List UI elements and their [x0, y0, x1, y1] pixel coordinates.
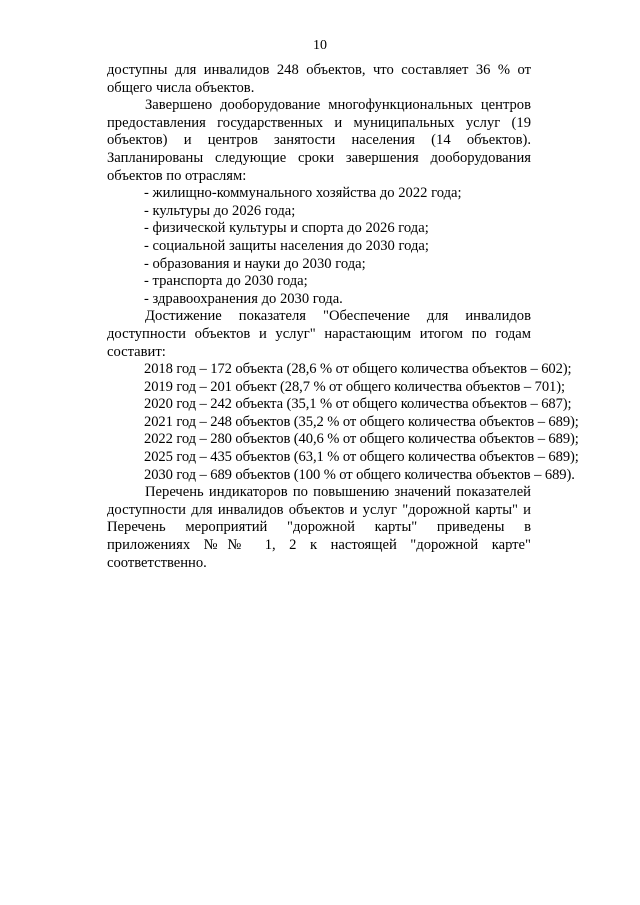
paragraph-indicator: Достижение показателя "Обеспечение для инвалидов доступности объектов и услуг" нарастающим итогом по годам составит:	[107, 308, 531, 360]
list-item: - транспорта до 2030 года;	[144, 273, 308, 290]
list-item: 2022 год – 280 объектов (40,6 % от общего количества объектов – 689);	[144, 431, 579, 448]
list-item: 2030 год – 689 объектов (100 % от общего количества объектов – 689).	[144, 466, 575, 483]
page-number: 10	[313, 38, 327, 53]
list-item: 2019 год – 201 объект (28,7 % от общего количества объектов – 701);	[144, 378, 565, 395]
body-text	[107, 62, 579, 572]
list-item: - социальной защиты населения до 2030 года;	[144, 237, 429, 254]
paragraph-completed-rest: предоставления государственных и муниципальных услуг (19 объектов) и центров занятости населения (14 объектов). Запланированы следующие сроки завершения дооборудования объектов по отраслям:	[107, 114, 531, 184]
paragraph-continuation: доступны для инвалидов 248 объектов, что составляет 36 % от общего числа объектов.	[107, 62, 531, 96]
list-item: - образования и науки до 2030 года;	[144, 255, 366, 272]
list-item: - культуры до 2026 года;	[144, 202, 296, 219]
list-item: 2025 год – 435 объектов (63,1 % от общего количества объектов – 689);	[144, 449, 579, 466]
list-item: - здравоохранения до 2030 года.	[144, 290, 343, 307]
list-item: - жилищно-коммунального хозяйства до 2022 года;	[144, 185, 462, 202]
yearly-totals-list	[107, 361, 579, 484]
paragraph-list-line1: Перечень индикаторов по повышению значений показателей	[145, 484, 531, 501]
paragraph-list-rest: доступности для инвалидов объектов и услуг "дорожной карты" и Перечень мероприятий "дорожной карты" приведены в приложениях №№ 1, 2 к настоящей "дорожной карте" соответственно.	[107, 501, 531, 571]
sector-list	[107, 185, 531, 308]
list-item: 2018 год – 172 объекта (28,6 % от общего количества объектов – 602);	[144, 361, 572, 378]
list-item: - физической культуры и спорта до 2026 года;	[144, 220, 429, 237]
list-item: 2020 год – 242 объекта (35,1 % от общего количества объектов – 687);	[144, 396, 572, 413]
paragraph-completed-line1: Завершено дооборудование многофункциональных центров	[145, 97, 531, 114]
list-item: 2021 год – 248 объектов (35,2 % от общего количества объектов – 689);	[144, 413, 579, 430]
